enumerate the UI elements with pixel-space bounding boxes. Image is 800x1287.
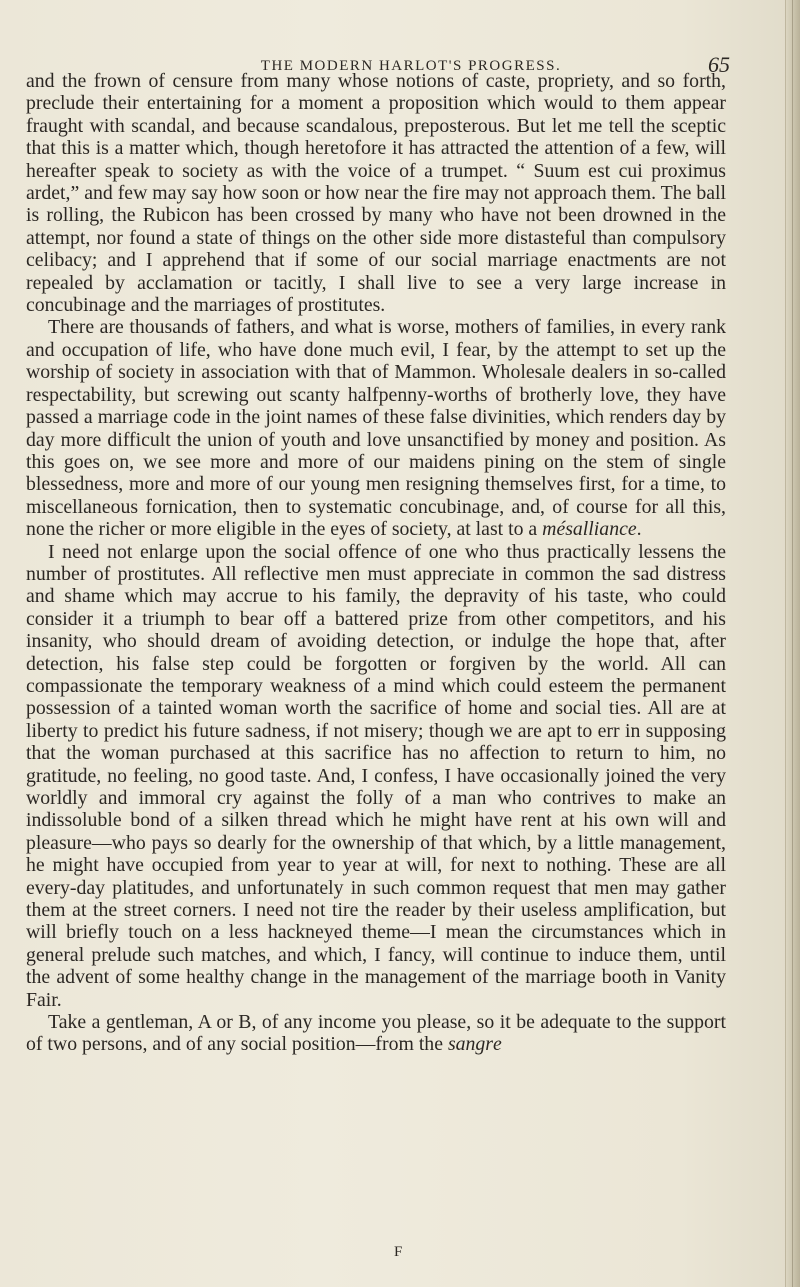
page-edge-line: [792, 0, 793, 1287]
signature-mark: F: [394, 1244, 403, 1260]
paragraph-4-text: Take a gentleman, A or B, of any income you please, so it be adequate to the support of two persons, and of any social position—from the: [26, 1011, 726, 1056]
paragraph-4: [26, 1011, 726, 1056]
paragraph-2-emphasis: mésalliance: [542, 518, 637, 541]
paragraph-1: and the frown of censure from many whose notions of caste, propriety, and so forth, preclude their entertaining for a moment a proposition which would to them appear fraught with scandal, and because scandalous, preposterous. But let me tell the sceptic that this is a matter which, though heretofore it has attracted the attention of a few, will hereafter speak to society as with the voice of a trumpet. “ Suum est cui proximus ardet,” and few may say how soon or how near the fire may not approach them. The ball is rolling, the Rubicon has been crossed by many who have not been drowned in the attempt, nor found a state of things on the other side more distasteful than compulsory celibacy; and I apprehend that if some of our social marriage enactments are not repealed by acclamation or tacitly, I shall live to see a very large increase in concubinage and the marriages of prostitutes.: [26, 70, 726, 317]
paragraph-4-emphasis: sangrе: [447, 1033, 502, 1056]
paragraph-2-end: .: [636, 518, 642, 541]
paragraph-3: I need not enlarge upon the social offence of one who thus practically lessens the number of prostitutes. All reflective men must appreciate in common the sad distress and shame which may accrue to his family, the depravity of his taste, who could consider it a triumph to bear off a battered prize from other competitors, and his insanity, who should dream of avoiding detection, or indulge the hope that, after detection, his false step could be forgotten or forgiven by the world. All can compassionate the temporary weakness of a mind which could esteem the permanent possession of a tainted woman worth the sacrifice of home and social ties. All are at liberty to predict his future sadness, if not misery; though we are apt to err in supposing that the woman purchased at this sacrifice has no affection to return to him, no gratitude, no feeling, no good taste. And, I confess, I have occasionally joined the very worldly and immoral cry against the folly of a man who contrives to make an indissoluble bond of a silken thread which he might have rent at his own will and pleasure—who pays so dearly for the ownership of that which, by a little management, he might have occupied from year to year at will, for next to nothing. These are all every-day platitudes, and unfortunately in such common request that men may gather them at the street corners. I need not tire the reader by their useless amplification, but will briefly touch on a less hackneyed theme—I mean the circumstances which in general prelude such matches, and which, I fancy, will continue to induce them, until the advent of some healthy change in the management of the marriage booth in Vanity Fair.: [26, 540, 726, 1011]
body-text: [26, 70, 726, 1056]
running-title: THE MODERN HARLOT'S PROGRESS.: [260, 58, 562, 74]
page-number: 65: [708, 52, 730, 77]
paragraph-2-text: There are thousands of fathers, and what is worse, mothers of families, in every rank and occupation of life, who have done much evil, I fear, by the attempt to set up the worship of society in association with that of Mammon. Wholesale dealers in so-called respectability, but screwing out scanty halfpenny-worths of brotherly love, they have passed a marriage code in the joint names of these false divinities, which renders day by day more difficult the union of youth and love unsanctified by money and position. As this goes on, we see more and more of our maidens pining on the stem of single blessedness, more and more of our young men resigning themselves first, for a time, to miscellaneous fornication, then to systematic concubinage, and, of course for all this, none the richer or more eligible in the eyes of society, at last to a: [26, 316, 726, 541]
paragraph-2: [26, 316, 726, 540]
